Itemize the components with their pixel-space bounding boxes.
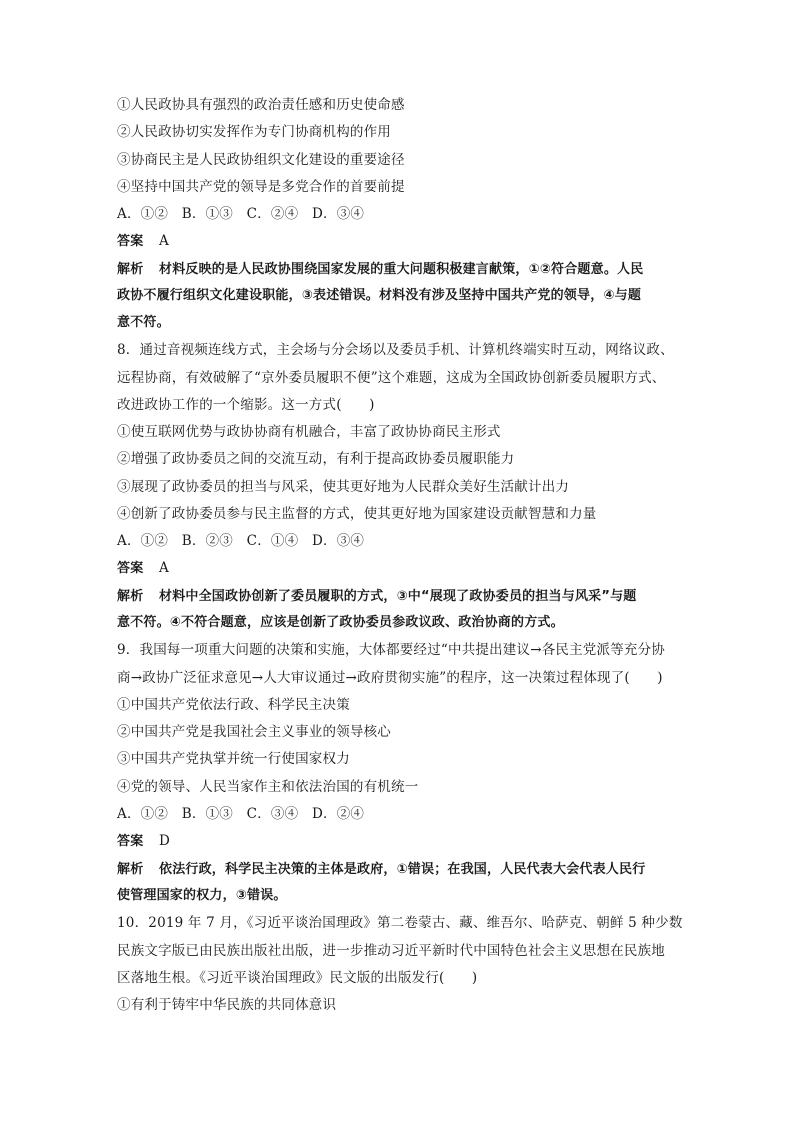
explanation-text: 材料中全国政协创新了委员履职的方式，③中“展现了政协委员的担当与风采”与题 — [159, 589, 637, 604]
explanation-text: 依法行政，科学民主决策的主体是政府，①错误；在我国，人民代表大会代表人民行 — [159, 862, 646, 877]
question-line: 8．通过音视频连线方式，主会场与分会场以及委员手机、计算机终端实时互动，网络议政、 — [117, 342, 674, 358]
question-line: 10．2019 年 7 月，《习近平谈治国理政》第二卷蒙古、藏、维吾尔、哈萨克、朝鲜 5 种少数 — [117, 915, 683, 931]
explanation-text: 使管理国家的权力，③错误。 — [117, 888, 287, 903]
explanation-label: 解析 — [117, 589, 144, 604]
question-line: ③展现了政协委员的担当与风采，使其更好地为人民群众美好生活献计出力 — [117, 479, 570, 495]
question-line: ①中国共产党依法行政、科学民主决策 — [117, 697, 350, 713]
answer-label: 答案 — [117, 561, 144, 576]
answer-value: A — [159, 560, 169, 576]
explanation-label: 解析 — [117, 262, 144, 277]
question-line: 区落地生根。《习近平谈治国理政》民文版的出版发行( ) — [117, 970, 478, 986]
question-line: ③协商民主是人民政协组织文化建设的重要途径 — [117, 152, 405, 168]
explanation-line — [117, 586, 682, 607]
question-line: 9．我国每一项重大问题的决策和实施，大体都要经过“中共提出建议→各民主党派等充分协 — [117, 642, 666, 658]
explanation-label: 解析 — [117, 862, 144, 877]
explanation-line — [117, 859, 682, 880]
answer-line — [117, 231, 682, 252]
question-line: ①有利于铸牢中华民族的共同体意识 — [117, 997, 337, 1013]
question-line: ④党的领导、人民当家作主和依法治国的有机统一 — [117, 779, 419, 795]
question-line: ②增强了政协委员之间的交流互动，有利于提高政协委员履职能力 — [117, 451, 515, 467]
question-line: 改进政协工作的一个缩影。这一方式( ) — [117, 397, 375, 413]
answer-line — [117, 831, 682, 852]
answer-value: D — [159, 833, 171, 849]
question-line: 商→政协广泛征求意见→人大审议通过→政府贯彻实施”的程序，这一决策过程体现了( ) — [117, 670, 663, 686]
explanation-text: 政协不履行组织文化建设职能，③表述错误。材料没有涉及坚持中国共产党的领导，④与题 — [117, 288, 642, 303]
answer-value: A — [159, 233, 169, 249]
question-line: A．①② B．②③ C．①④ D．③④ — [117, 533, 365, 549]
question-line: 民族文字版已由民族出版社出版，进一步推动习近平新时代中国特色社会主义思想在民族地 — [117, 943, 665, 959]
question-line: ②人民政协切实发挥作为专门协商机构的作用 — [117, 124, 391, 140]
question-line: ①使互联网优势与政协协商有机融合，丰富了政协协商民主形式 — [117, 424, 501, 440]
question-line: ③中国共产党执掌并统一行使国家权力 — [117, 751, 350, 767]
answer-label: 答案 — [117, 834, 144, 849]
explanation-text: 材料反映的是人民政协围绕国家发展的重大问题积极建言献策，①②符合题意。人民 — [159, 262, 644, 277]
question-line: 远程协商，有效破解了“京外委员履职不便”这个难题，这成为全国政协创新委员履职方式、 — [117, 370, 666, 386]
answer-line — [117, 558, 682, 579]
explanation-text: 意不符。④不符合题意，应该是创新了政协委员参政议政、政治协商的方式。 — [117, 615, 564, 630]
question-line: ②中国共产党是我国社会主义事业的领导核心 — [117, 724, 391, 740]
question-line: ④创新了政协委员参与民主监督的方式，使其更好地为国家建设贡献智慧和力量 — [117, 506, 597, 522]
question-line: ①人民政协具有强烈的政治责任感和历史使命感 — [117, 97, 405, 113]
question-line: A．①② B．①③ C．③④ D．②④ — [117, 806, 365, 822]
explanation-line — [117, 259, 682, 280]
answer-label: 答案 — [117, 234, 144, 249]
question-line: ④坚持中国共产党的领导是多党合作的首要前提 — [117, 179, 405, 195]
explanation-text: 意不符。 — [117, 315, 170, 330]
question-line: A．①② B．①③ C．②④ D．③④ — [117, 206, 365, 222]
